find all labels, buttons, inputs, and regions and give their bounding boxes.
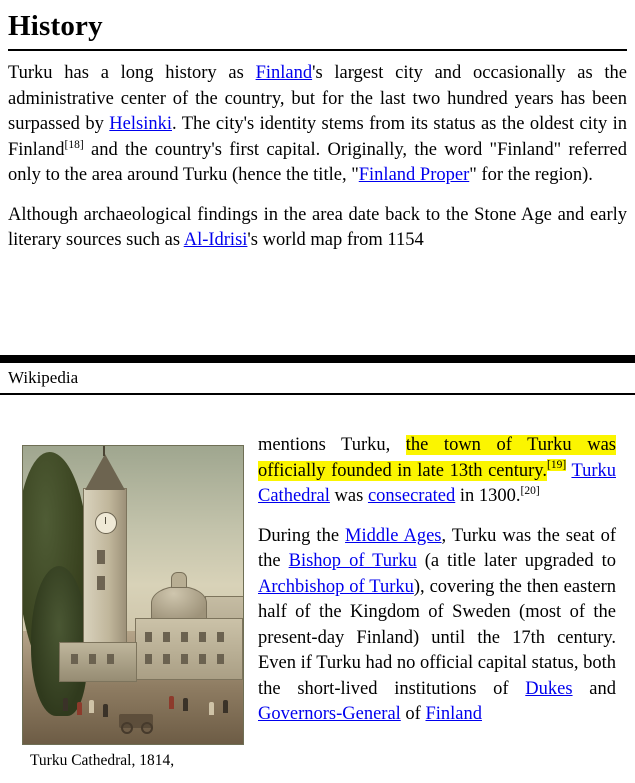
page-title: History — [8, 10, 103, 42]
paragraph-history-3 — [258, 433, 616, 510]
painting-window — [181, 654, 188, 664]
link-finland-proper[interactable]: Finland Proper — [358, 165, 470, 185]
painting-window — [181, 632, 188, 642]
painting-window — [163, 654, 170, 664]
turku-cathedral-painting[interactable] — [22, 445, 244, 745]
figure-caption: Turku Cathedral, 1814, — [30, 752, 175, 769]
link-governors-general[interactable]: Governors-General — [258, 704, 401, 724]
painting-figure — [63, 698, 68, 711]
text-fragment: and — [572, 678, 616, 699]
article-top-section — [0, 0, 635, 254]
painting-dome-lantern — [171, 572, 187, 588]
painting-window — [71, 654, 78, 664]
text-fragment: in 1300. — [455, 486, 521, 506]
text-fragment: 's world map from 1154 — [247, 230, 424, 250]
painting-window — [107, 654, 114, 664]
figure-turku-cathedral — [22, 445, 244, 770]
section-gap — [0, 290, 635, 355]
paragraph-history-2 — [8, 203, 627, 254]
painting-building-right — [135, 618, 243, 680]
reference-20[interactable]: [20] — [520, 484, 540, 497]
painting-figure — [103, 704, 108, 717]
painting-figure — [169, 696, 174, 709]
link-helsinki[interactable]: Helsinki — [109, 114, 172, 134]
section-divider-bar — [0, 355, 635, 363]
article-text-column — [258, 433, 616, 742]
painting-tower-window — [97, 576, 105, 590]
painting-cart-wheel — [141, 722, 153, 734]
painting-figure — [89, 700, 94, 713]
paragraph-history-1 — [8, 61, 627, 189]
text-fragment: ), covering the then eastern half of the Kingdom of Sweden (most of the present-day Finland) until the 17th century. Even if Turku had no official capital status, both the short-lived institutions of — [258, 576, 616, 699]
link-finland-2[interactable]: Finland — [425, 704, 482, 724]
text-fragment: During the — [258, 525, 346, 546]
link-bishop-of-turku[interactable]: Bishop of Turku — [288, 551, 417, 571]
link-al-idrisi[interactable]: Al-Idrisi — [183, 230, 248, 250]
painting-clock-face — [95, 512, 117, 534]
painting-figure — [77, 702, 82, 715]
highlighted-text: the town of Turku was officially founded in late 13th century. — [258, 435, 616, 481]
painting-tower-window — [97, 550, 105, 564]
reference-19[interactable]: [19] — [546, 459, 567, 472]
painting-figure — [223, 700, 228, 713]
painting-spire — [85, 454, 125, 490]
text-fragment: . The city's identity stems from its status as the oldest city in Finland — [8, 114, 628, 160]
link-dukes[interactable]: Dukes — [525, 678, 573, 699]
link-middle-ages[interactable]: Middle Ages — [345, 525, 442, 546]
text-fragment: (a title later upgraded to — [416, 551, 616, 571]
painting-tree-lower — [31, 566, 87, 716]
link-consecrated[interactable]: consecrated — [367, 486, 456, 506]
painting-window — [217, 632, 224, 642]
text-fragment: of — [400, 704, 426, 724]
text-fragment: 's largest city and occasionally as the administrative center of the country, but for the last two hundred years has been surpassed by — [8, 63, 627, 134]
painting-spire-finial — [103, 446, 105, 456]
text-fragment: , Turku was the seat of the — [258, 525, 616, 571]
painting-window — [199, 632, 206, 642]
painting-window — [199, 654, 206, 664]
reference-18[interactable]: [18] — [64, 138, 84, 151]
text-fragment: mentions Turku, — [258, 435, 406, 455]
link-turku-cathedral[interactable]: Turku Cathedral — [258, 460, 616, 506]
painting-cart-wheel — [121, 722, 133, 734]
text-fragment: was — [329, 486, 368, 506]
text-fragment: " for the region). — [469, 165, 593, 185]
painting-window — [89, 654, 96, 664]
article-lower-section — [0, 395, 635, 783]
painting-window — [145, 632, 152, 642]
painting-window — [217, 654, 224, 664]
text-fragment: Turku has a long history as — [8, 63, 256, 83]
paragraph-history-4 — [258, 524, 616, 728]
source-label: Wikipedia — [8, 368, 79, 387]
painting-figure — [209, 702, 214, 715]
painting-figure — [183, 698, 188, 711]
source-attribution-band — [0, 363, 635, 393]
title-divider — [8, 49, 627, 51]
painting-window — [163, 632, 170, 642]
text-fragment: and the country's first capital. Originally, the word "Finland" referred only to the area around Turku (hence the title, " — [8, 139, 627, 185]
painting-window — [145, 654, 152, 664]
link-finland[interactable]: Finland — [255, 63, 313, 83]
painting-dome — [151, 586, 207, 620]
text-fragment: Although archaeological findings in the area date back to the Stone Age and early literary sources such as — [8, 204, 627, 250]
link-archbishop-of-turku[interactable]: Archbishop of Turku — [258, 576, 414, 597]
